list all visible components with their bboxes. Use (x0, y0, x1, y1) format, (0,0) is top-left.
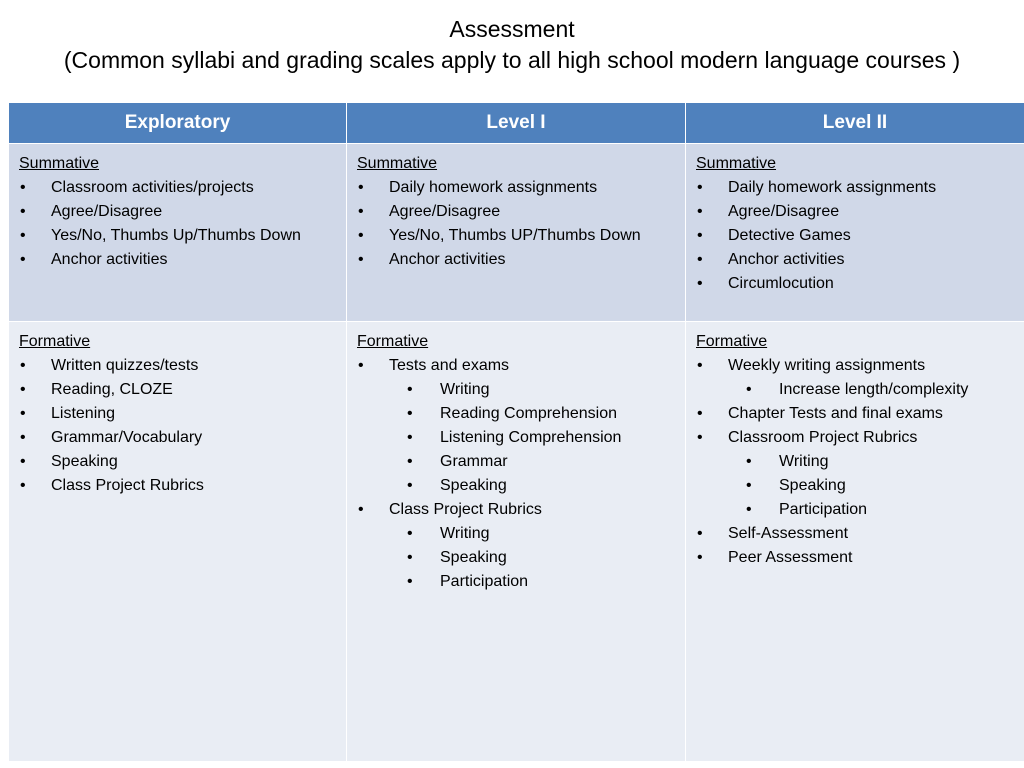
bullet-icon: • (746, 501, 752, 518)
list-item (696, 248, 1018, 272)
summative-list (19, 176, 340, 272)
list-item-text: Anchor activities (51, 251, 168, 268)
list-item (696, 354, 1018, 378)
formative-row (9, 322, 1024, 762)
list-item-text: Daily homework assignments (728, 179, 937, 196)
sub-list-item (357, 570, 679, 594)
list-item (696, 176, 1018, 200)
sub-list-item (696, 474, 1018, 498)
bullet-icon: • (407, 549, 413, 566)
list-item (696, 200, 1018, 224)
list-item-text: Grammar (440, 453, 508, 470)
formative-label: Formative (696, 333, 768, 350)
list-item (696, 402, 1018, 426)
formative-label: Formative (357, 333, 429, 350)
list-item (19, 378, 340, 402)
list-item-text: Reading Comprehension (440, 405, 617, 422)
sub-list-item (357, 426, 679, 450)
column-header-exploratory: Exploratory (9, 103, 347, 144)
list-item-text: Class Project Rubrics (51, 477, 204, 494)
bullet-icon: • (20, 477, 26, 494)
bullet-icon: • (407, 573, 413, 590)
bullet-icon: • (20, 405, 26, 422)
list-item (19, 354, 340, 378)
bullet-icon: • (358, 251, 364, 268)
list-item (19, 474, 340, 498)
formative-cell-level-2 (686, 322, 1024, 762)
list-item-text: Writing (440, 525, 490, 542)
bullet-icon: • (20, 251, 26, 268)
list-item (357, 224, 679, 248)
list-item-text: Classroom activities/projects (51, 179, 254, 196)
bullet-icon: • (20, 179, 26, 196)
list-item-text: Yes/No, Thumbs UP/Thumbs Down (389, 227, 641, 244)
list-item-text: Daily homework assignments (389, 179, 598, 196)
formative-cell-level-1 (347, 322, 686, 762)
list-item (19, 450, 340, 474)
list-item-text: Class Project Rubrics (389, 501, 542, 518)
summative-label: Summative (696, 155, 777, 172)
sub-list-item (357, 450, 679, 474)
list-item (19, 426, 340, 450)
list-item (357, 248, 679, 272)
bullet-icon: • (20, 227, 26, 244)
list-item (696, 272, 1018, 296)
list-item-text: Circumlocution (728, 275, 834, 292)
bullet-icon: • (697, 203, 703, 220)
list-item-text: Detective Games (728, 227, 851, 244)
list-item-text: Agree/Disagree (51, 203, 163, 220)
formative-list (19, 354, 340, 498)
list-item-text: Anchor activities (728, 251, 845, 268)
list-item-text: Self-Assessment (728, 525, 849, 542)
formative-cell-exploratory (9, 322, 347, 762)
list-item (357, 200, 679, 224)
list-item-text: Increase length/complexity (779, 381, 969, 398)
assessment-table (8, 102, 1024, 762)
bullet-icon: • (697, 275, 703, 292)
bullet-icon: • (358, 179, 364, 196)
bullet-icon: • (407, 453, 413, 470)
bullet-icon: • (697, 405, 703, 422)
list-item-text: Agree/Disagree (389, 203, 501, 220)
list-item (357, 498, 679, 522)
list-item (19, 176, 340, 200)
list-item-text: Speaking (440, 477, 507, 494)
sub-list-item (696, 378, 1018, 402)
list-item-text: Participation (779, 501, 868, 518)
list-item (19, 248, 340, 272)
list-item-text: Writing (440, 381, 490, 398)
list-item-text: Peer Assessment (728, 549, 853, 566)
list-item (696, 426, 1018, 450)
sub-list-item (357, 474, 679, 498)
summative-label: Summative (357, 155, 438, 172)
bullet-icon: • (20, 429, 26, 446)
header-row (9, 103, 1024, 144)
bullet-icon: • (697, 251, 703, 268)
bullet-icon: • (697, 429, 703, 446)
bullet-icon: • (407, 381, 413, 398)
bullet-icon: • (746, 477, 752, 494)
bullet-icon: • (697, 227, 703, 244)
list-item-text: Speaking (51, 453, 118, 470)
summative-cell-level-1 (347, 144, 686, 322)
bullet-icon: • (407, 525, 413, 542)
sub-list-item (696, 498, 1018, 522)
list-item-text: Agree/Disagree (728, 203, 840, 220)
list-item (696, 522, 1018, 546)
list-item-text: Anchor activities (389, 251, 506, 268)
bullet-icon: • (746, 381, 752, 398)
summative-list (357, 176, 679, 272)
bullet-icon: • (20, 453, 26, 470)
title-heading: Assessment (449, 16, 575, 42)
sub-list-item (357, 546, 679, 570)
list-item-text: Participation (440, 573, 529, 590)
list-item-text: Reading, CLOZE (51, 381, 173, 398)
list-item-text: Weekly writing assignments (728, 357, 926, 374)
summative-list (696, 176, 1018, 296)
bullet-icon: • (407, 477, 413, 494)
summative-label: Summative (19, 155, 100, 172)
bullet-icon: • (746, 453, 752, 470)
title-subheading: (Common syllabi and grading scales apply to all high school modern language courses ) (63, 47, 961, 73)
bullet-icon: • (358, 203, 364, 220)
summative-row (9, 144, 1024, 322)
bullet-icon: • (697, 549, 703, 566)
list-item (19, 402, 340, 426)
summative-cell-level-2 (686, 144, 1024, 322)
bullet-icon: • (20, 203, 26, 220)
list-item-text: Tests and exams (389, 357, 510, 374)
list-item (357, 354, 679, 378)
list-item (19, 224, 340, 248)
list-item-text: Yes/No, Thumbs Up/Thumbs Down (51, 227, 301, 244)
bullet-icon: • (407, 405, 413, 422)
list-item-text: Listening Comprehension (440, 429, 622, 446)
column-header-level-2: Level II (686, 103, 1024, 144)
list-item-text: Grammar/Vocabulary (51, 429, 203, 446)
list-item (696, 224, 1018, 248)
sub-list-item (357, 402, 679, 426)
list-item (19, 200, 340, 224)
sub-list-item (696, 450, 1018, 474)
bullet-icon: • (358, 227, 364, 244)
list-item-text: Written quizzes/tests (51, 357, 199, 374)
bullet-icon: • (358, 357, 364, 374)
sub-list-item (357, 378, 679, 402)
bullet-icon: • (20, 357, 26, 374)
list-item (696, 546, 1018, 570)
summative-cell-exploratory (9, 144, 347, 322)
list-item-text: Chapter Tests and final exams (728, 405, 943, 422)
list-item (357, 176, 679, 200)
formative-list (357, 354, 679, 594)
formative-label: Formative (19, 333, 91, 350)
bullet-icon: • (697, 525, 703, 542)
column-header-level-1: Level I (347, 103, 686, 144)
slide-title (0, 14, 1024, 76)
bullet-icon: • (697, 179, 703, 196)
list-item-text: Speaking (440, 549, 507, 566)
bullet-icon: • (407, 429, 413, 446)
bullet-icon: • (697, 357, 703, 374)
bullet-icon: • (358, 501, 364, 518)
list-item-text: Speaking (779, 477, 846, 494)
sub-list-item (357, 522, 679, 546)
formative-list (696, 354, 1018, 570)
list-item-text: Listening (51, 405, 116, 422)
list-item-text: Writing (779, 453, 829, 470)
list-item-text: Classroom Project Rubrics (728, 429, 918, 446)
bullet-icon: • (20, 381, 26, 398)
